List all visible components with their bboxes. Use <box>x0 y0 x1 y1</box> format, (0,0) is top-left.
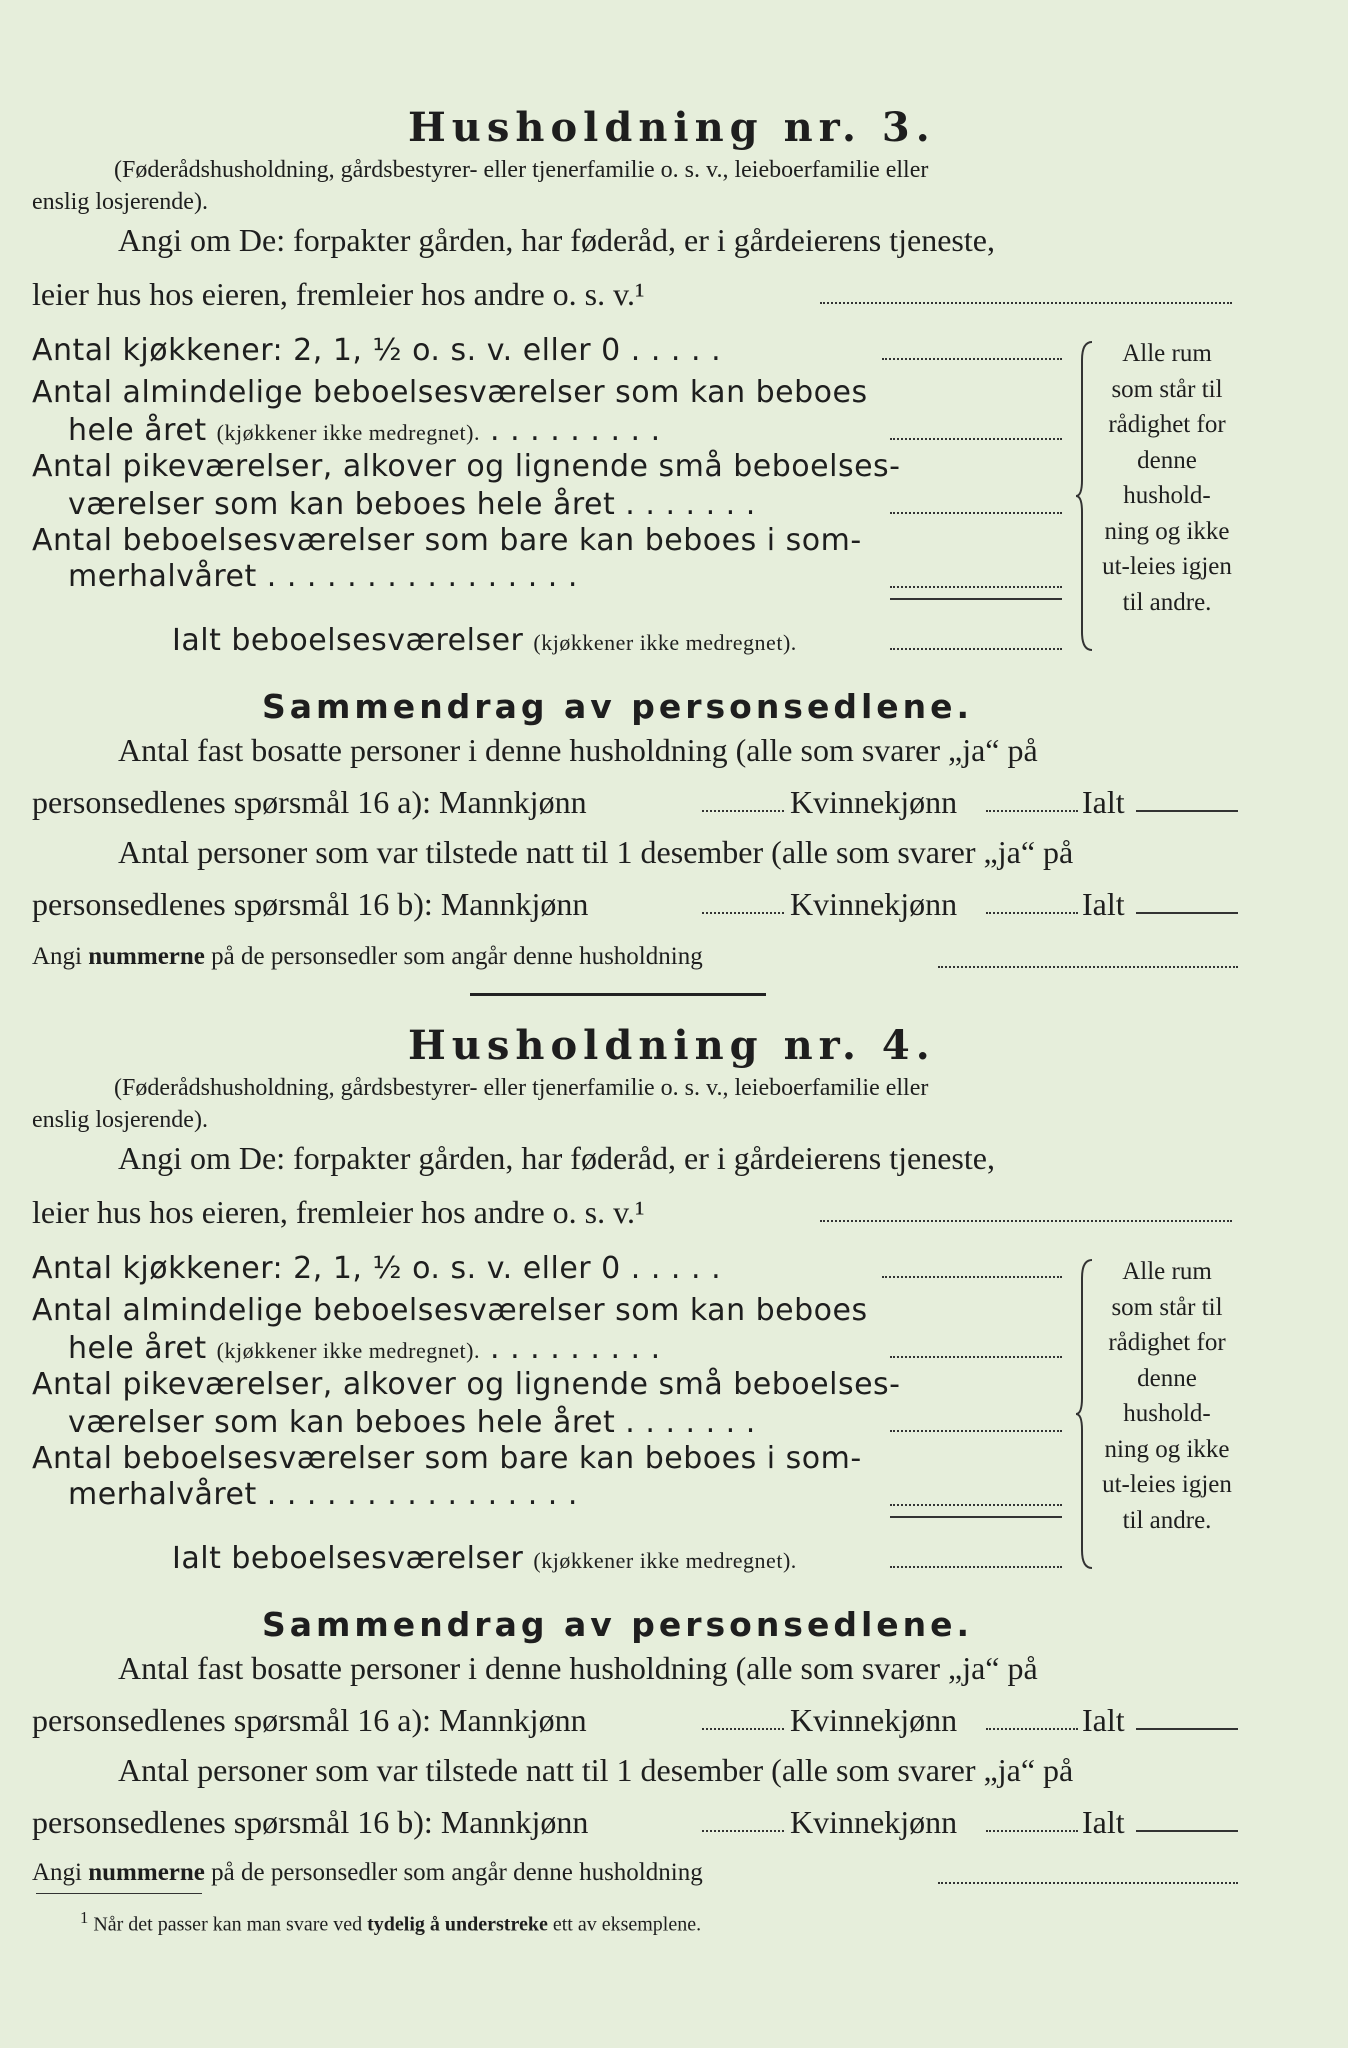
ialt-vaerelser-label <box>172 1541 797 1576</box>
household-3-section <box>0 0 1348 920</box>
almindelige-label: Antal almindelige beboelsesværelser som kan beboes <box>32 375 868 410</box>
footnote-bold: tydelig å understreke <box>367 1913 548 1936</box>
summary-title: Sammendrag av personsedlene. <box>262 1605 974 1644</box>
tilstede-kvinne-label: Kvinnekjønn <box>790 886 958 922</box>
sum-rule <box>890 1516 1062 1518</box>
almindelige-label-cont <box>68 1331 661 1366</box>
ialt-vaerelser-label <box>172 623 797 658</box>
sommer-field[interactable] <box>890 1504 1062 1506</box>
pikevaerelser-label-cont: værelser som kan beboes hele året . . . . . . . <box>68 487 756 522</box>
tilstede-mann-field[interactable] <box>702 1830 784 1832</box>
household-4-section <box>0 918 1348 1838</box>
fast-bosatte-mann-label: personsedlenes spørsmål 16 a): Mannkjønn <box>32 1702 587 1738</box>
sommer-label: Antal beboelsesværelser som bare kan beboes i som- <box>32 1441 862 1476</box>
footnote-mark: 1 <box>80 1908 89 1927</box>
fast-bosatte-label: Antal fast bosatte personer i denne husholdning (alle som svarer „ja“ på <box>118 732 1038 768</box>
summary-title: Sammendrag av personsedlene. <box>262 687 974 726</box>
nummerne-angi: Angi <box>32 943 82 970</box>
pikevaerelser-label-cont: værelser som kan beboes hele året . . . . . . . <box>68 1405 756 1440</box>
tilstede-kvinne-field[interactable] <box>986 912 1078 914</box>
fast-bosatte-ialt-label: Ialt <box>1082 1702 1125 1738</box>
fast-bosatte-mann-label: personsedlenes spørsmål 16 a): Mannkjønn <box>32 784 587 820</box>
side-note: Alle rum som står til rådighet for denne hushold-ning og ikke ut-leies igjen til andre. <box>1102 1258 1232 1534</box>
nummerne-label-4 <box>32 1860 703 1885</box>
tilstede-label: Antal personer som var tilstede natt til 1 desember (alle som svarer „ja“ på <box>118 834 1074 870</box>
side-note: Alle rum som står til rådighet for denne hushold-ning og ikke ut-leies igjen til andre. <box>1102 340 1232 616</box>
sommer-label-cont: merhalvåret . . . . . . . . . . . . . . . . <box>68 1477 578 1512</box>
almindelige-label-cont <box>68 413 661 448</box>
nummerne-angi: Angi <box>32 1859 82 1886</box>
fast-bosatte-kvinne-field[interactable] <box>986 810 1078 812</box>
nummerne-text: på de personsedler som angår denne husholdning <box>211 1859 703 1886</box>
pikevaerelser-field[interactable] <box>890 512 1062 514</box>
kjokkener-label: Antal kjøkkener: 2, 1, ½ o. s. v. eller 0 . . . . . <box>32 1251 722 1286</box>
almindelige-field[interactable] <box>890 1356 1062 1358</box>
fast-bosatte-mann-field[interactable] <box>702 810 784 812</box>
angi-answer-field[interactable] <box>820 302 1232 304</box>
ialt-vaerelser-field[interactable] <box>890 1566 1062 1568</box>
tilstede-label: Antal personer som var tilstede natt til 1 desember (alle som svarer „ja“ på <box>118 1752 1074 1788</box>
tilstede-ialt-label: Ialt <box>1082 886 1125 922</box>
sommer-label-cont: merhalvåret . . . . . . . . . . . . . . . . <box>68 559 578 594</box>
fast-bosatte-kvinne-label: Kvinnekjønn <box>790 784 958 820</box>
tilstede-ialt-field[interactable] <box>1136 912 1238 914</box>
almindelige-note: (kjøkkener ikke medregnet). <box>216 420 480 445</box>
ialt-vaerelser-text: Ialt beboelsesværelser <box>172 1541 524 1576</box>
tilstede-mann-label: personsedlenes spørsmål 16 b): Mannkjønn <box>32 886 589 922</box>
brace-icon <box>1076 340 1094 652</box>
pikevaerelser-field[interactable] <box>890 1430 1062 1432</box>
household-type-note: (Føderådshusholdning, gårdsbestyrer- eller tjenerfamilie o. s. v., leieboerfamilie eller <box>114 1075 929 1101</box>
ialt-vaerelser-text: Ialt beboelsesværelser <box>172 623 524 658</box>
fast-bosatte-ialt-field[interactable] <box>1136 810 1238 812</box>
footnote-rule <box>36 1893 202 1894</box>
angi-question: Angi om De: forpakter gården, har føderåd, er i gårdeierens tjeneste, <box>118 1140 995 1176</box>
household-title: Husholdning nr. 4. <box>408 1022 936 1069</box>
household-type-note-cont: enslig losjerende). <box>32 1107 208 1133</box>
nummerne-bold: nummerne <box>88 1859 205 1886</box>
ialt-vaerelser-note: (kjøkkener ikke medregnet). <box>533 1548 797 1573</box>
almindelige-label: Antal almindelige beboelsesværelser som kan beboes <box>32 1293 868 1328</box>
fast-bosatte-label: Antal fast bosatte personer i denne husholdning (alle som svarer „ja“ på <box>118 1650 1038 1686</box>
footnote-text-a: Når det passer kan man svare ved <box>93 1913 363 1936</box>
brace-icon <box>1076 1258 1094 1570</box>
kjokkener-field[interactable] <box>882 1276 1062 1278</box>
kjokkener-field[interactable] <box>882 358 1062 360</box>
angi-question-cont: leier hus hos eieren, fremleier hos andre o. s. v.¹ <box>32 1194 645 1230</box>
tilstede-mann-field[interactable] <box>702 912 784 914</box>
tilstede-kvinne-label: Kvinnekjønn <box>790 1804 958 1840</box>
almindelige-hele-aret: hele året <box>68 1331 207 1366</box>
pikevaerelser-label: Antal pikeværelser, alkover og lignende små beboelses- <box>32 449 901 484</box>
almindelige-dots: . . . . . . . . . <box>490 1331 661 1366</box>
fast-bosatte-mann-field[interactable] <box>702 1728 784 1730</box>
almindelige-dots: . . . . . . . . . <box>490 413 661 448</box>
household-type-note-cont: enslig losjerende). <box>32 189 208 215</box>
tilstede-ialt-label: Ialt <box>1082 1804 1125 1840</box>
fast-bosatte-ialt-label: Ialt <box>1082 784 1125 820</box>
angi-question: Angi om De: forpakter gården, har føderåd, er i gårdeierens tjeneste, <box>118 222 995 258</box>
sommer-field[interactable] <box>890 586 1062 588</box>
household-type-note: (Føderådshusholdning, gårdsbestyrer- eller tjenerfamilie o. s. v., leieboerfamilie eller <box>114 157 929 183</box>
nummerne-field-4[interactable] <box>938 1882 1238 1884</box>
almindelige-field[interactable] <box>890 438 1062 440</box>
household-title: Husholdning nr. 3. <box>408 104 936 151</box>
fast-bosatte-kvinne-field[interactable] <box>986 1728 1078 1730</box>
tilstede-kvinne-field[interactable] <box>986 1830 1078 1832</box>
fast-bosatte-ialt-field[interactable] <box>1136 1728 1238 1730</box>
tilstede-ialt-field[interactable] <box>1136 1830 1238 1832</box>
kjokkener-label: Antal kjøkkener: 2, 1, ½ o. s. v. eller 0 . . . . . <box>32 333 722 368</box>
almindelige-hele-aret: hele året <box>68 413 207 448</box>
ialt-vaerelser-note: (kjøkkener ikke medregnet). <box>533 630 797 655</box>
nummerne-text: på de personsedler som angår denne husholdning <box>211 943 703 970</box>
footnote-text-b: ett av eksemplene. <box>552 1913 702 1936</box>
footnote <box>80 1910 701 1935</box>
sommer-label: Antal beboelsesværelser som bare kan beboes i som- <box>32 523 862 558</box>
angi-question-cont: leier hus hos eieren, fremleier hos andre o. s. v.¹ <box>32 276 645 312</box>
pikevaerelser-label: Antal pikeværelser, alkover og lignende små beboelses- <box>32 1367 901 1402</box>
ialt-vaerelser-field[interactable] <box>890 648 1062 650</box>
tilstede-mann-label: personsedlenes spørsmål 16 b): Mannkjønn <box>32 1804 589 1840</box>
almindelige-note: (kjøkkener ikke medregnet). <box>216 1338 480 1363</box>
fast-bosatte-kvinne-label: Kvinnekjønn <box>790 1702 958 1738</box>
angi-answer-field[interactable] <box>820 1220 1232 1222</box>
sum-rule <box>890 598 1062 600</box>
nummerne-bold: nummerne <box>88 943 205 970</box>
